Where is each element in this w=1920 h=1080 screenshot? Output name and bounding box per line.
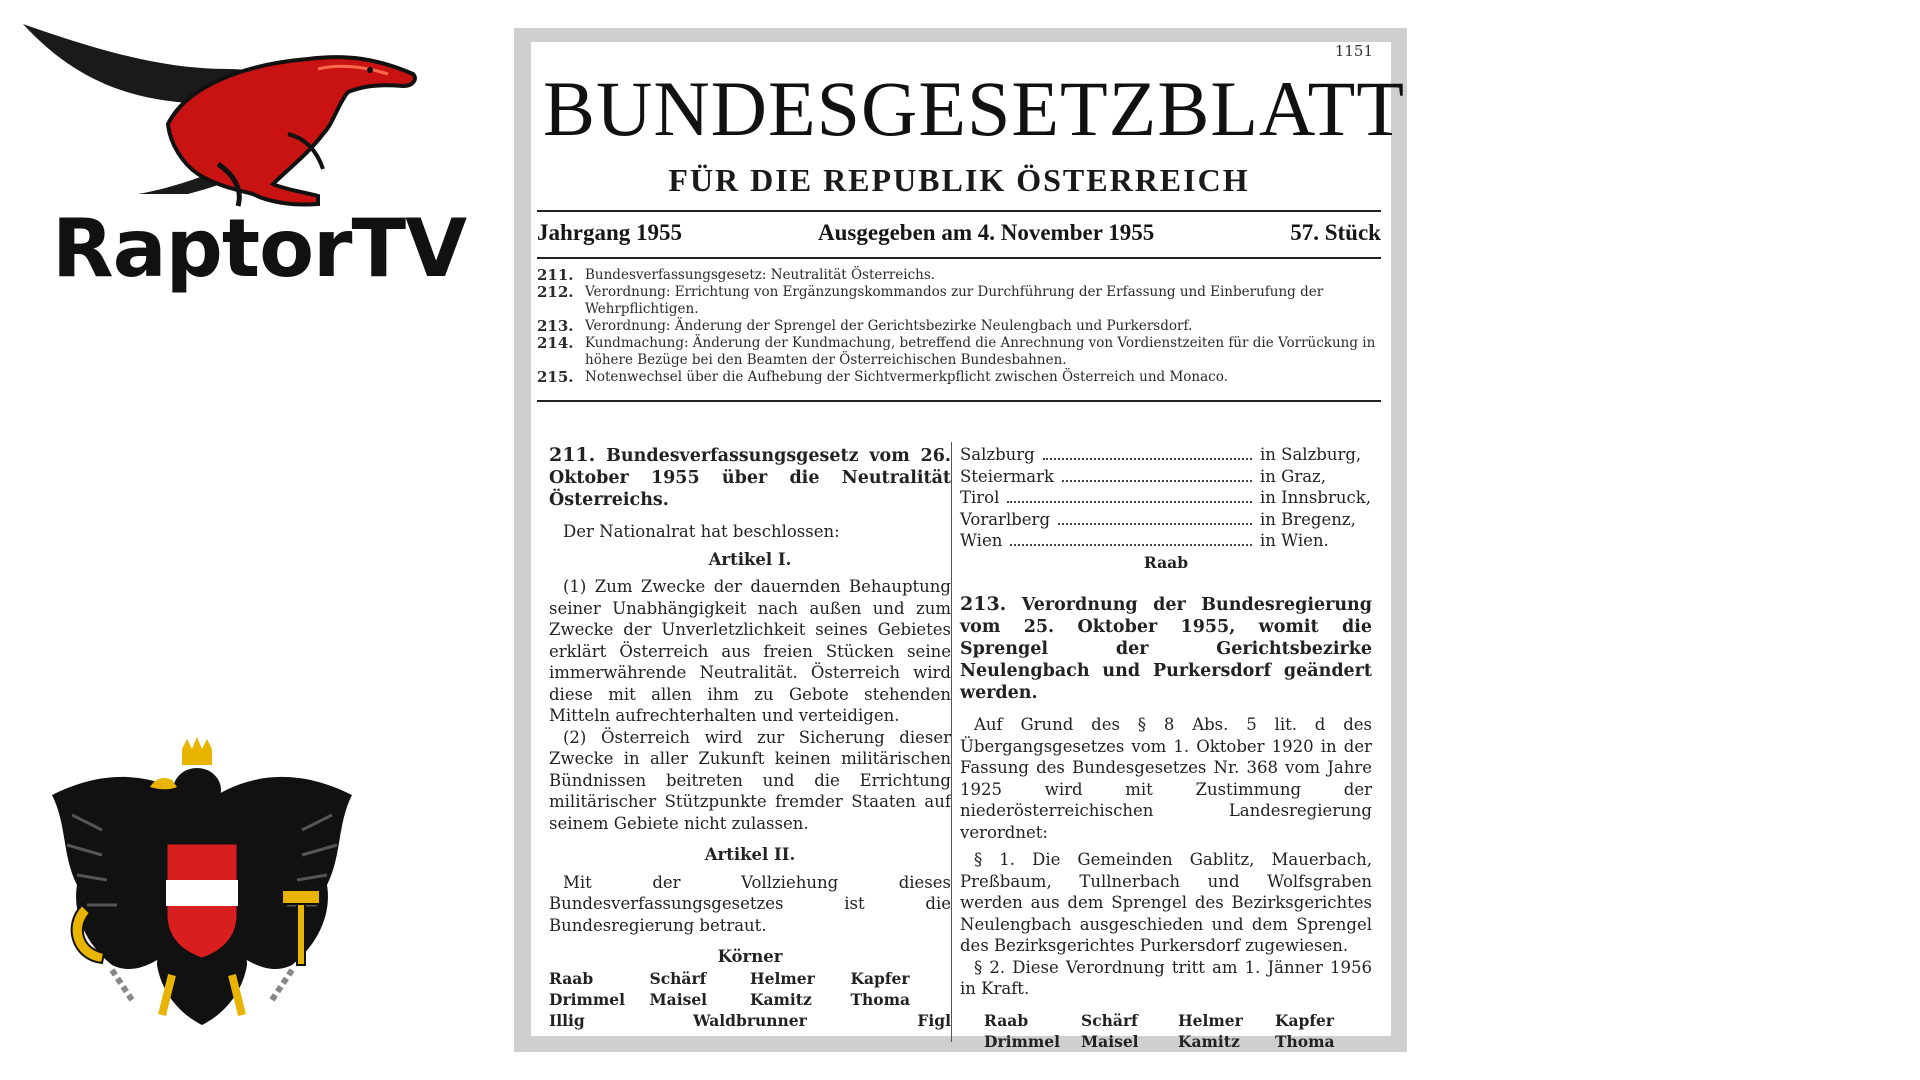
signer: Maisel: [649, 989, 708, 1009]
toc-text: Notenwechsel über die Aufhebung der Sichtvermerkpflicht zwischen Österreich und Monaco.: [585, 369, 1228, 385]
signer: Thoma: [850, 989, 911, 1009]
intro-text: Der Nationalrat hat beschlossen:: [563, 522, 840, 541]
signer: Thoma: [1275, 1031, 1335, 1051]
signer: Kapfer: [850, 968, 910, 988]
table-of-contents: [537, 267, 1381, 386]
signer: Kamitz: [1178, 1031, 1240, 1051]
court-state: Vorarlberg: [960, 509, 1051, 529]
issue-part: 57. Stück: [1290, 220, 1381, 245]
signer: Schärf: [1081, 1010, 1138, 1030]
article-1-paragraph-2: (2) Österreich wird zur Sicherung dieser Zwecke in aller Zukunft keinen militärischen Bündnissen beitreten und die Errichtung militärischer Stützpunkte fremder Staaten auf seinem Gebiete nicht zulassen.: [549, 727, 951, 833]
toc-number: 215.: [537, 368, 574, 386]
toc-item: [537, 318, 1381, 335]
signers: [549, 968, 951, 1010]
court-state: Wien: [960, 531, 1003, 550]
toc-text: Verordnung: Errichtung von Ergänzungskommandos zur Durchführung der Erfassung und Einberufung der Wehrpflichtigen.: [585, 284, 1324, 317]
signer: Helmer: [750, 968, 815, 988]
divider: [537, 257, 1381, 259]
toc-text: Bundesverfassungsgesetz: Neutralität Österreichs.: [585, 267, 936, 283]
signer: Figl: [917, 1010, 951, 1030]
toc-text: Verordnung: Änderung der Sprengel der Gerichtsbezirke Neulengbach und Purkersdorf.: [585, 318, 1193, 334]
toc-text: Kundmachung: Änderung der Kundmachung, betreffend die Anrechnung von Vordienstzeiten für die Vorrückung in höhere Bezüge bei den Beamten der Österreichischen Bundesbahnen.: [585, 335, 1376, 368]
toc-item: [537, 284, 1381, 318]
section-213-paragraph-1: Auf Grund des § 8 Abs. 5 lit. d des Übergangsgesetzes vom 1. Oktober 1920 in der Fassung des Bundesgesetzes Nr. 368 vom Jahre 1925 wird mit Zustimmung der niederösterreichischen Landesregierung verordnet:: [960, 715, 1372, 842]
court-seat: in Innsbruck,: [1260, 488, 1371, 507]
section-number: 211.: [549, 444, 596, 466]
court-row: [960, 466, 1372, 488]
court-seat: in Bregenz,: [1260, 509, 1356, 529]
toc-item: [537, 267, 1381, 284]
court-row: [960, 487, 1372, 509]
toc-item: [537, 369, 1381, 386]
court-state: Steiermark: [960, 466, 1054, 486]
signer: Helmer: [1178, 1010, 1243, 1030]
section-211-heading: [549, 444, 951, 511]
toc-number: 212.: [537, 283, 574, 301]
issue-year: Jahrgang 1955: [537, 220, 683, 245]
logo-text: RaptorTV: [52, 202, 466, 295]
signer-head: Körner: [717, 947, 783, 966]
issue-date: Ausgegeben am 4. November 1955: [818, 220, 1155, 245]
right-column: [960, 444, 1372, 1052]
column-divider: [951, 442, 952, 1042]
signer: Drimmel: [549, 989, 626, 1009]
signers: [549, 1010, 951, 1031]
left-column: [549, 444, 951, 1031]
section-number: 213.: [960, 593, 1007, 615]
court-seat: in Graz,: [1260, 466, 1326, 486]
signers: [960, 1010, 1372, 1052]
signer: Schärf: [649, 968, 707, 988]
signer: Kapfer: [1275, 1010, 1335, 1030]
court-seat: in Wien.: [1260, 531, 1329, 550]
gazette-page: [531, 42, 1405, 1051]
signer: Kamitz: [750, 989, 812, 1009]
section-title: Verordnung der Bundesregierung vom 25. Oktober 1955, womit die Sprengel der Gerichtsbezirke Neulengbach und Purkersdorf geändert werden.: [960, 595, 1373, 703]
austrian-coat-of-arms-icon: [42, 735, 362, 1055]
signer: Drimmel: [984, 1031, 1061, 1051]
toc-item: [537, 335, 1381, 369]
article-1-paragraph-1: (1) Zum Zwecke der dauernden Behauptung seiner Unabhängigkeit nach außen und zum Zwecke der Unverletzlichkeit seines Gebietes erklärt Österreich aus freien Stücken seine immerwährende Neutralität. Österreich wird diese mit allen ihm zu Gebote stehenden Mitteln aufrechterhalten und verteidigen.: [549, 577, 951, 725]
section-213-paragraph-2: § 1. Die Gemeinden Gablitz, Mauerbach, Preßbaum, Tullnerbach und Wolfsgraben werden aus dem Sprengel des Bezirksgerichtes Neulengbach ausgeschieden und dem Sprengel des Bezirksgerichtes Purkersdorf zugewiesen.: [960, 850, 1372, 955]
issue-info: [537, 220, 1381, 250]
courts-signer: Raab: [1143, 552, 1189, 572]
article-2-paragraph: Mit der Vollziehung dieses Bundesverfassungsgesetzes ist die Bundesregierung betraut.: [549, 872, 951, 935]
page-number: 1151: [1334, 42, 1373, 60]
signer: Raab: [984, 1010, 1029, 1030]
toc-number: 213.: [537, 317, 574, 335]
court-state: Tirol: [960, 488, 1000, 507]
masthead-title: BUNDESGESETZBLATT: [543, 65, 1405, 152]
court-seat: in Salzburg,: [1260, 445, 1362, 464]
article-1-title: Artikel I.: [708, 549, 792, 569]
toc-number: 214.: [537, 334, 574, 352]
signer: Illig: [549, 1010, 585, 1030]
court-row: [960, 444, 1372, 466]
article-2-title: Artikel II.: [704, 845, 796, 864]
court-row: [960, 530, 1372, 552]
signer: Maisel: [1081, 1031, 1139, 1051]
signer: Waldbrunner: [693, 1010, 807, 1030]
divider: [537, 210, 1381, 212]
toc-number: 211.: [537, 266, 574, 284]
divider: [537, 400, 1381, 402]
masthead-subtitle: FÜR DIE REPUBLIK ÖSTERREICH: [668, 162, 1250, 198]
section-title: Bundesverfassungsgesetz vom 26. Oktober 1955 über die Neutralität Österreichs.: [549, 446, 951, 510]
section-213-paragraph-3: § 2. Diese Verordnung tritt am 1. Jänner 1956 in Kraft.: [960, 957, 1372, 998]
section-213-heading: [960, 593, 1372, 704]
signer: Raab: [549, 968, 594, 988]
court-row: [960, 509, 1372, 531]
court-state: Salzburg: [960, 445, 1035, 464]
